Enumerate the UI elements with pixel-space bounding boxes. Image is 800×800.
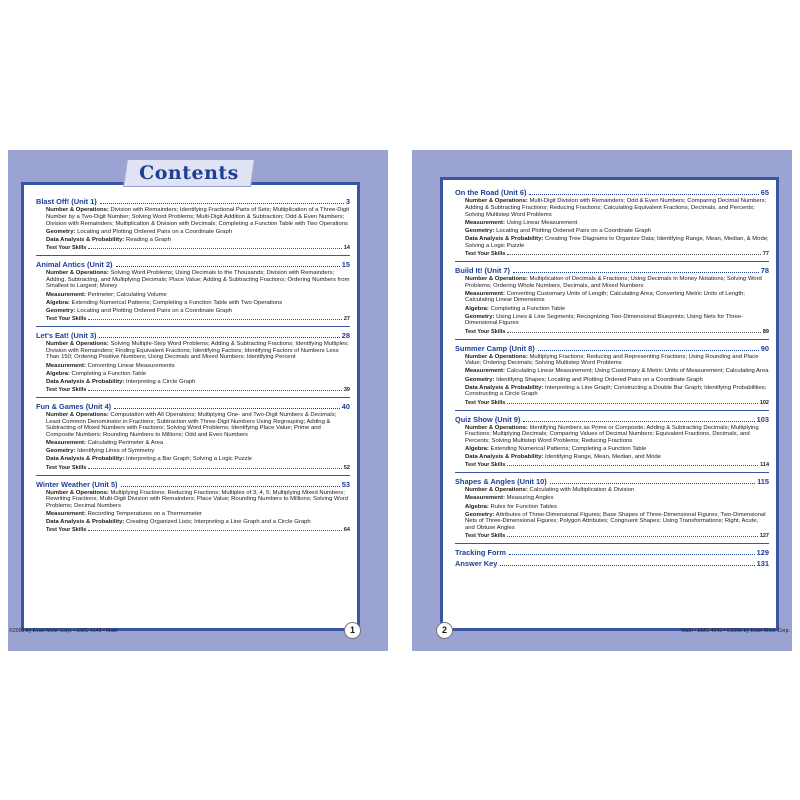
topic-text: Reading a Graph xyxy=(126,236,171,243)
topic-label: Data Analysis & Probability: xyxy=(465,235,544,242)
topic-text: Creating Organized Lists; Interpreting a Line Graph and a Circle Graph xyxy=(126,519,311,526)
topic-line xyxy=(465,512,769,532)
topic-text: Computation with All Operations; Multiplying One- and Two-Digit Numbers & Decimals; Least Common Denominator in Fractions; Subtraction with Three-Digit Numbers Using Regrouping; Adding & Subtracting of Mixed Numbers with Fractions; Solving Word Problems; Identifying Place Value; Prime and Composite Numbers; Rounding Numbers to Millions; Odd and Even Numbers xyxy=(46,411,337,439)
unit-page-number: 15 xyxy=(341,259,350,269)
topic-line xyxy=(465,385,769,399)
unit-title[interactable]: Quiz Show (Unit 9) xyxy=(455,414,521,424)
topic-line xyxy=(46,379,350,386)
unit-divider xyxy=(36,326,350,327)
topic-label: Measurement: xyxy=(46,362,86,369)
unit-title[interactable]: Animal Antics (Unit 2) xyxy=(36,259,113,269)
dot-leader xyxy=(116,266,340,267)
topic-text: Identifying Range, Mean, Median, and Mode xyxy=(545,454,661,461)
topic-label: Number & Operations: xyxy=(46,489,109,496)
test-your-skills-row[interactable] xyxy=(465,329,769,336)
topic-line xyxy=(46,207,350,227)
topic-text: Solving Multiple-Step Word Problems; Adding & Subtracting Fractions; Identifying Multiples; Division with Remainders; Finding Equivalent Fractions; Identifying Factors; Identifying Factors of Numbers Less Than 150; Ordering Positive Numbers; Using Decimals and Mixed Numbers; Identifying Percent xyxy=(46,340,349,361)
extra-entry-row[interactable] xyxy=(455,548,769,557)
topic-label: Number & Operations: xyxy=(465,198,528,204)
unit-page-number: 3 xyxy=(345,197,350,206)
test-your-skills-page: 27 xyxy=(343,315,350,322)
topic-label: Geometry: xyxy=(465,313,495,320)
dot-leader xyxy=(88,248,342,249)
topic-label: Data Analysis & Probability: xyxy=(46,236,125,243)
topic-line xyxy=(465,354,769,368)
unit-entry xyxy=(455,344,769,407)
unit-title-row[interactable] xyxy=(455,477,769,486)
unit-topics xyxy=(465,425,769,462)
dot-leader xyxy=(529,194,758,195)
dot-leader xyxy=(513,272,759,273)
topic-text: Locating and Plotting Ordered Pairs on a Coordinate Graph xyxy=(496,227,651,234)
topic-label: Data Analysis & Probability: xyxy=(46,456,125,463)
topic-line xyxy=(465,198,769,218)
unit-page-number: 78 xyxy=(760,265,769,275)
topic-label: Geometry: xyxy=(465,227,495,234)
dot-leader xyxy=(88,468,342,469)
dot-leader xyxy=(507,536,757,537)
topic-text: Rules for Function Tables xyxy=(490,503,557,510)
topic-line xyxy=(465,228,769,235)
test-your-skills-label[interactable]: Test Your Skills xyxy=(465,250,506,257)
unit-entry xyxy=(36,260,350,323)
topic-text: Interpreting a Bar Graph; Solving a Logic Puzzle xyxy=(126,456,253,463)
topic-label: Geometry: xyxy=(465,376,495,383)
topic-line xyxy=(46,519,350,526)
test-your-skills-page: 64 xyxy=(343,527,350,534)
test-your-skills-row[interactable] xyxy=(465,462,769,469)
topic-line xyxy=(465,306,769,313)
topic-label: Algebra: xyxy=(465,503,489,510)
test-your-skills-label[interactable]: Test Your Skills xyxy=(465,533,506,540)
extra-entry-page: 131 xyxy=(756,559,769,569)
topic-label: Algebra: xyxy=(465,446,489,453)
topic-label: Number & Operations: xyxy=(46,340,109,347)
unit-title-row[interactable] xyxy=(455,188,769,197)
page-number-right: 2 xyxy=(436,622,453,639)
unit-entry xyxy=(36,480,350,535)
contents-title: Contents xyxy=(139,162,239,184)
right-unit-list xyxy=(455,188,769,568)
unit-topics xyxy=(465,354,769,399)
unit-title[interactable]: Fun & Games (Unit 4) xyxy=(36,401,112,411)
topic-text: Identifying Shapes; Locating and Plotting Ordered Pairs on a Coordinate Graph xyxy=(496,376,703,383)
test-your-skills-page: 77 xyxy=(762,250,769,257)
topic-text: Interpreting a Circle Graph xyxy=(126,378,196,385)
topic-line xyxy=(465,446,769,453)
unit-entry xyxy=(455,188,769,258)
topic-line xyxy=(465,454,769,461)
test-your-skills-label[interactable]: Test Your Skills xyxy=(465,399,506,406)
topic-text: Extending Numerical Patterns; Completing a Function Table with Two Operations xyxy=(71,299,283,306)
footer-right: Math • EMC 4549 • ©2005 by Evan-Moor Corp. xyxy=(681,628,790,634)
topic-label: Number & Operations: xyxy=(46,411,109,418)
unit-title-row[interactable] xyxy=(455,266,769,275)
topic-text: Identifying Lines of Symmetry xyxy=(77,448,155,455)
dot-leader xyxy=(507,465,758,466)
unit-title[interactable]: Let's Eat! (Unit 3) xyxy=(36,330,97,340)
left-contents-panel xyxy=(21,182,360,631)
topic-label: Data Analysis & Probability: xyxy=(46,378,125,385)
topic-label: Measurement: xyxy=(46,440,86,447)
topic-text: Identifying Numbers as Prime or Composite; Adding & Subtracting Decimals; Multiplying Fractions; Multiplying Decimals; Comparing Values of Decimal Numbers; Equivalent Fractions, Decimals, and Percents; Solving Multistep Word Problems; Reducing Fractions xyxy=(465,424,759,445)
test-your-skills-row[interactable] xyxy=(46,527,350,534)
dot-leader xyxy=(100,203,344,204)
topic-text: Converting Linear Measurements xyxy=(87,362,175,369)
topic-line xyxy=(465,495,769,502)
topic-label: Measurement: xyxy=(46,511,86,518)
unit-entry xyxy=(455,477,769,540)
test-your-skills-label[interactable]: Test Your Skills xyxy=(46,464,87,471)
unit-title-row[interactable] xyxy=(36,197,350,206)
test-your-skills-row[interactable] xyxy=(46,316,350,323)
unit-topics xyxy=(46,412,350,463)
topic-text: Recording Temperatures on a Thermometer xyxy=(87,511,202,518)
topic-label: Measurement: xyxy=(465,219,505,226)
topic-text: Division with Remainders; Identifying Fractional Parts of Sets; Multiplication of a Three-Digit Number by a Two-Digit Number; Solving Word Problems; Multi-Digit Addition & Subtraction; Odd & Even Numbers; Division with Remainders; Multiplication & Division with Decimals; Completing a Function Table with Two Operations xyxy=(46,207,350,227)
unit-title[interactable]: Winter Weather (Unit 5) xyxy=(36,479,118,489)
topic-line xyxy=(46,456,350,463)
test-your-skills-row[interactable] xyxy=(46,387,350,394)
test-your-skills-row[interactable] xyxy=(465,400,769,407)
dot-leader xyxy=(88,319,342,320)
dot-leader xyxy=(538,350,759,351)
topic-label: Data Analysis & Probability: xyxy=(465,454,544,461)
unit-entry xyxy=(455,415,769,470)
topic-text: Interpreting a Line Graph; Constructing a Double Bar Graph; Identifying Probabilities; Constructing a Circle Graph xyxy=(465,384,767,398)
unit-page-number: 53 xyxy=(341,479,350,489)
unit-topics xyxy=(46,207,350,244)
topic-line xyxy=(465,314,769,328)
unit-topics xyxy=(46,490,350,527)
unit-title[interactable]: Shapes & Angles (Unit 10) xyxy=(455,477,547,487)
unit-page-number: 90 xyxy=(760,343,769,353)
unit-topics xyxy=(465,276,769,327)
topic-line xyxy=(46,237,350,244)
topic-line xyxy=(46,270,350,290)
test-your-skills-row[interactable] xyxy=(46,245,350,252)
unit-title-row[interactable] xyxy=(36,331,350,340)
topic-line xyxy=(46,490,350,510)
topic-label: Number & Operations: xyxy=(465,275,528,282)
topic-line xyxy=(46,300,350,307)
topic-text: Completing a Function Table xyxy=(71,370,147,377)
topic-text: Creating Tree Diagrams to Organize Data; Identifying Range, Mean, Median, & Mode; Solving a Logic Puzzle xyxy=(465,235,769,249)
topic-line xyxy=(465,368,769,375)
unit-topics xyxy=(465,487,769,532)
unit-entry xyxy=(36,331,350,394)
test-your-skills-page: 14 xyxy=(343,244,350,251)
topic-line xyxy=(46,371,350,378)
topic-line xyxy=(46,412,350,439)
topic-label: Measurement: xyxy=(465,368,505,375)
dot-leader xyxy=(550,483,755,484)
contents-banner xyxy=(123,159,255,187)
extra-entry-title[interactable]: Answer Key xyxy=(455,559,498,569)
unit-topics xyxy=(465,198,769,249)
topic-line xyxy=(465,425,769,445)
topic-text: Solving Word Problems; Using Decimals to the Thousands; Division with Remainders; Adding, Subtracting, and Multiplying Decimals; Place Value; Adding & Subtracting Fractions; Ordering Numbers from Smallest to Largest; Money xyxy=(46,269,350,290)
topic-text: Extending Numerical Patterns; Completing a Function Table xyxy=(490,446,647,453)
topic-text: Using Linear Measurement xyxy=(506,219,578,226)
extra-entry-page: 129 xyxy=(756,548,769,558)
topic-label: Data Analysis & Probability: xyxy=(465,384,544,391)
topic-text: Calculating with Multiplication & Division xyxy=(529,487,635,494)
dot-leader xyxy=(509,554,755,555)
unit-divider xyxy=(36,397,350,398)
left-unit-list xyxy=(36,197,350,536)
topic-text: Measuring Angles xyxy=(506,495,554,502)
topic-line xyxy=(46,440,350,447)
topic-label: Number & Operations: xyxy=(465,487,528,494)
test-your-skills-page: 127 xyxy=(759,533,769,540)
footer-left: ©2005 by Evan-Moor Corp. • EMC 4549 • Math xyxy=(9,628,118,634)
dot-leader xyxy=(507,403,757,404)
dot-leader xyxy=(507,254,761,255)
unit-page-number: 65 xyxy=(760,188,769,197)
topic-text: Multi-Digit Division with Remainders; Odd & Even Numbers; Comparing Decimal Numbers; Adding & Subtracting Fractions; Reducing Fractions; Calculating Equivalent Fractions, Decimals, and Percents; Solving Multistep Word Problems xyxy=(465,198,767,218)
topic-line xyxy=(465,377,769,384)
unit-divider xyxy=(455,543,769,544)
dot-leader xyxy=(88,390,342,391)
topic-line xyxy=(46,363,350,370)
unit-divider xyxy=(455,339,769,340)
test-your-skills-row[interactable] xyxy=(465,533,769,540)
test-your-skills-page: 89 xyxy=(762,328,769,335)
topic-label: Data Analysis & Probability: xyxy=(46,519,125,526)
unit-divider xyxy=(36,255,350,256)
topic-text: Multiplying Fractions; Reducing Fractions; Multiples of 3, 4, 5; Multiplying Mixed Numbers; Rewriting Fractions; Multi-Digit Division with Remainders; Place Value; Rounding Numbers to Millions; Solving Word Problems; Decimal Numbers xyxy=(46,489,348,510)
dot-leader xyxy=(88,530,342,531)
topic-label: Algebra: xyxy=(46,370,70,377)
topic-label: Geometry: xyxy=(465,511,495,518)
topic-label: Geometry: xyxy=(46,448,76,455)
topic-label: Geometry: xyxy=(46,228,76,235)
topic-label: Measurement: xyxy=(465,290,505,297)
right-contents-panel xyxy=(440,177,779,631)
unit-title-row[interactable] xyxy=(36,402,350,411)
dot-leader xyxy=(121,486,340,487)
topic-label: Algebra: xyxy=(465,305,489,312)
right-page xyxy=(412,150,792,651)
topic-text: Calculating Linear Measurement; Using Customary & Metric Units of Measurement; Calculating Area xyxy=(506,368,769,375)
topic-label: Number & Operations: xyxy=(46,207,109,213)
topic-label: Number & Operations: xyxy=(46,269,109,276)
page-number-left: 1 xyxy=(344,622,361,639)
test-your-skills-page: 52 xyxy=(343,464,350,471)
topic-label: Number & Operations: xyxy=(465,353,528,360)
topic-line xyxy=(465,504,769,511)
test-your-skills-row[interactable] xyxy=(46,465,350,472)
topic-label: Geometry: xyxy=(46,307,76,314)
test-your-skills-page: 114 xyxy=(760,462,769,469)
topic-line xyxy=(46,292,350,299)
topic-text: Converting Customary Units of Length; Calculating Area; Converting Metric Units of Length; Calculating Linear Dimensions xyxy=(465,290,745,304)
unit-entry xyxy=(36,197,350,252)
test-your-skills-page: 102 xyxy=(759,399,769,406)
unit-title-row[interactable] xyxy=(36,480,350,489)
topic-text: Multiplying Fractions; Reducing and Representing Fractions; Using Rounding and Place Value; Ordering Decimals; Solving Multistep Word Problems xyxy=(465,353,759,367)
unit-topics xyxy=(46,270,350,315)
topic-label: Algebra: xyxy=(46,299,70,306)
topic-text: Attributes of Three-Dimensional Figures; Base Shapes of Three-Dimensional Figures; Two-Dimensional Nets of Three-Dimensional Figures; Polygon Attributes; Congruent Shapes; Using Transformations; Right, Acute, and Obtuse Angles xyxy=(465,511,766,532)
dot-leader xyxy=(507,332,761,333)
unit-title-row[interactable] xyxy=(455,415,769,424)
topic-line xyxy=(465,220,769,227)
left-page xyxy=(8,150,388,651)
dot-leader xyxy=(99,337,339,338)
topic-line xyxy=(46,341,350,361)
topic-text: Perimeter; Calculating Volume xyxy=(87,291,167,298)
unit-title[interactable]: Build It! (Unit 7) xyxy=(455,265,511,275)
topic-label: Measurement: xyxy=(465,495,505,502)
test-your-skills-label[interactable]: Test Your Skills xyxy=(465,328,506,335)
unit-page-number: 115 xyxy=(757,477,769,487)
test-your-skills-page: 39 xyxy=(343,386,350,393)
topic-line xyxy=(465,276,769,290)
unit-title[interactable]: Summer Camp (Unit 8) xyxy=(455,343,535,353)
unit-page-number: 28 xyxy=(341,330,350,340)
unit-divider xyxy=(455,261,769,262)
topic-line xyxy=(465,236,769,250)
topic-text: Locating and Plotting Ordered Pairs on a Coordinate Graph xyxy=(77,228,232,235)
unit-title[interactable]: On the Road (Unit 6) xyxy=(455,188,527,197)
topic-text: Locating and Plotting Ordered Pairs on a Coordinate Graph xyxy=(77,307,232,314)
test-your-skills-label[interactable]: Test Your Skills xyxy=(46,244,87,251)
topic-text: Completing a Function Table xyxy=(490,305,566,312)
topic-label: Number & Operations: xyxy=(465,424,528,431)
test-your-skills-label[interactable]: Test Your Skills xyxy=(46,315,87,322)
test-your-skills-label[interactable]: Test Your Skills xyxy=(46,386,87,393)
test-your-skills-row[interactable] xyxy=(465,251,769,258)
unit-title-row[interactable] xyxy=(36,260,350,269)
unit-divider xyxy=(455,410,769,411)
unit-title-row[interactable] xyxy=(455,344,769,353)
dot-leader xyxy=(523,421,754,422)
unit-page-number: 103 xyxy=(756,414,769,424)
topic-line xyxy=(465,291,769,305)
extra-entry-title[interactable]: Tracking Form xyxy=(455,548,506,558)
test-your-skills-label[interactable]: Test Your Skills xyxy=(465,462,506,469)
topic-text: Using Lines & Line Segments; Recognizing Two-Dimensional Blueprints; Using Nets for Three-Dimensional Figures xyxy=(465,313,744,327)
dot-leader xyxy=(114,408,340,409)
topic-line xyxy=(46,229,350,236)
topic-text: Calculating Perimeter & Area xyxy=(87,440,164,447)
topic-line xyxy=(46,511,350,518)
unit-topics xyxy=(46,341,350,386)
topic-label: Measurement: xyxy=(46,291,86,298)
dot-leader xyxy=(500,565,754,566)
unit-divider xyxy=(455,472,769,473)
unit-title[interactable]: Blast Off! (Unit 1) xyxy=(36,197,97,206)
topic-line xyxy=(46,308,350,315)
topic-line xyxy=(465,487,769,494)
unit-page-number: 40 xyxy=(341,401,350,411)
unit-entry xyxy=(455,266,769,336)
extra-entry-row[interactable] xyxy=(455,559,769,568)
topic-line xyxy=(46,448,350,455)
test-your-skills-label[interactable]: Test Your Skills xyxy=(46,527,87,534)
unit-entry xyxy=(36,402,350,472)
unit-divider xyxy=(36,475,350,476)
topic-text: Multiplication of Decimals & Fractions; Using Decimals in Money Notations; Solving Word Problems; Ordering Whole Numbers, Decimals, and Mixed Numbers xyxy=(465,275,762,289)
